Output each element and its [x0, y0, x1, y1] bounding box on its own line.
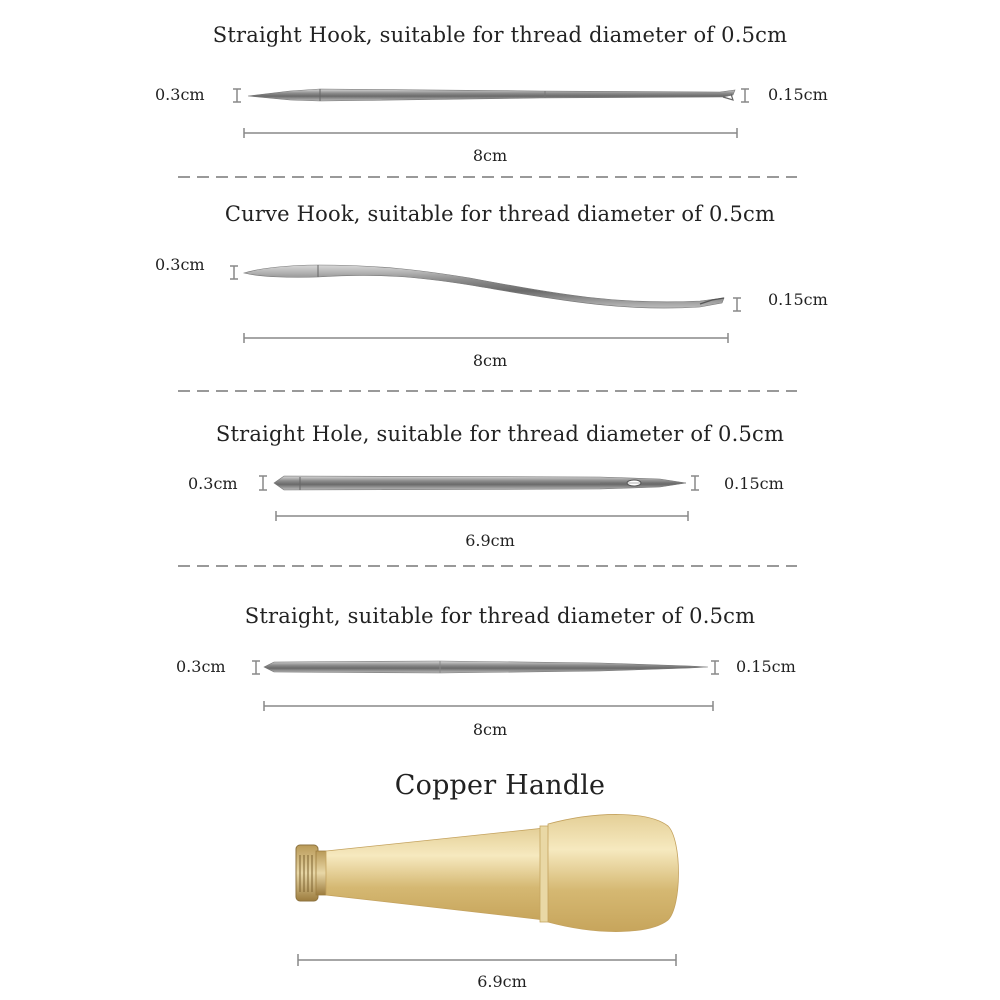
- length-label: 6.9cm: [465, 531, 515, 550]
- diameter-marker-right-3: [691, 476, 699, 490]
- section-title-straight-hole: Straight Hole, suitable for thread diameter of 0.5cm: [215, 422, 785, 446]
- diameter-marker-right-2: [733, 298, 741, 311]
- diameter-marker-left-2: [230, 266, 238, 279]
- length-dimension-line-2: [244, 333, 728, 343]
- section-title-curve-hook: Curve Hook, suitable for thread diameter of 0.5cm: [224, 202, 776, 226]
- length-label: 8cm: [472, 146, 508, 165]
- left-diameter-label: 0.3cm: [155, 85, 205, 104]
- diameter-marker-left-3: [259, 476, 267, 490]
- length-label: 8cm: [472, 720, 508, 739]
- length-dimension-line-3: [276, 511, 688, 521]
- length-label: 6.9cm: [477, 972, 527, 991]
- section-title-copper-handle: Copper Handle: [394, 770, 606, 801]
- right-diameter-label: 0.15cm: [724, 474, 784, 493]
- straight-hook-needle: [248, 89, 735, 101]
- diameter-marker-left-1: [233, 89, 241, 102]
- straight-hole-needle: [274, 476, 686, 490]
- section-title-straight: Straight, suitable for thread diameter of 0.5cm: [244, 604, 756, 628]
- section-title-straight-hook: Straight Hook, suitable for thread diameter of 0.5cm: [212, 23, 788, 47]
- copper-handle: [296, 814, 679, 931]
- left-diameter-label: 0.3cm: [188, 474, 238, 493]
- diameter-marker-right-1: [741, 89, 749, 102]
- right-diameter-label: 0.15cm: [736, 657, 796, 676]
- left-diameter-label: 0.3cm: [176, 657, 226, 676]
- left-diameter-label: 0.3cm: [155, 255, 205, 274]
- length-dimension-line-4: [264, 701, 713, 711]
- length-label: 8cm: [472, 351, 508, 370]
- length-dimension-line-1: [244, 128, 737, 138]
- curve-hook-needle: [244, 265, 724, 308]
- length-dimension-line-handle: [298, 954, 676, 966]
- diameter-marker-left-4: [252, 661, 260, 674]
- diameter-marker-right-4: [711, 661, 719, 674]
- straight-needle: [264, 661, 708, 673]
- right-diameter-label: 0.15cm: [768, 85, 828, 104]
- right-diameter-label: 0.15cm: [768, 290, 828, 309]
